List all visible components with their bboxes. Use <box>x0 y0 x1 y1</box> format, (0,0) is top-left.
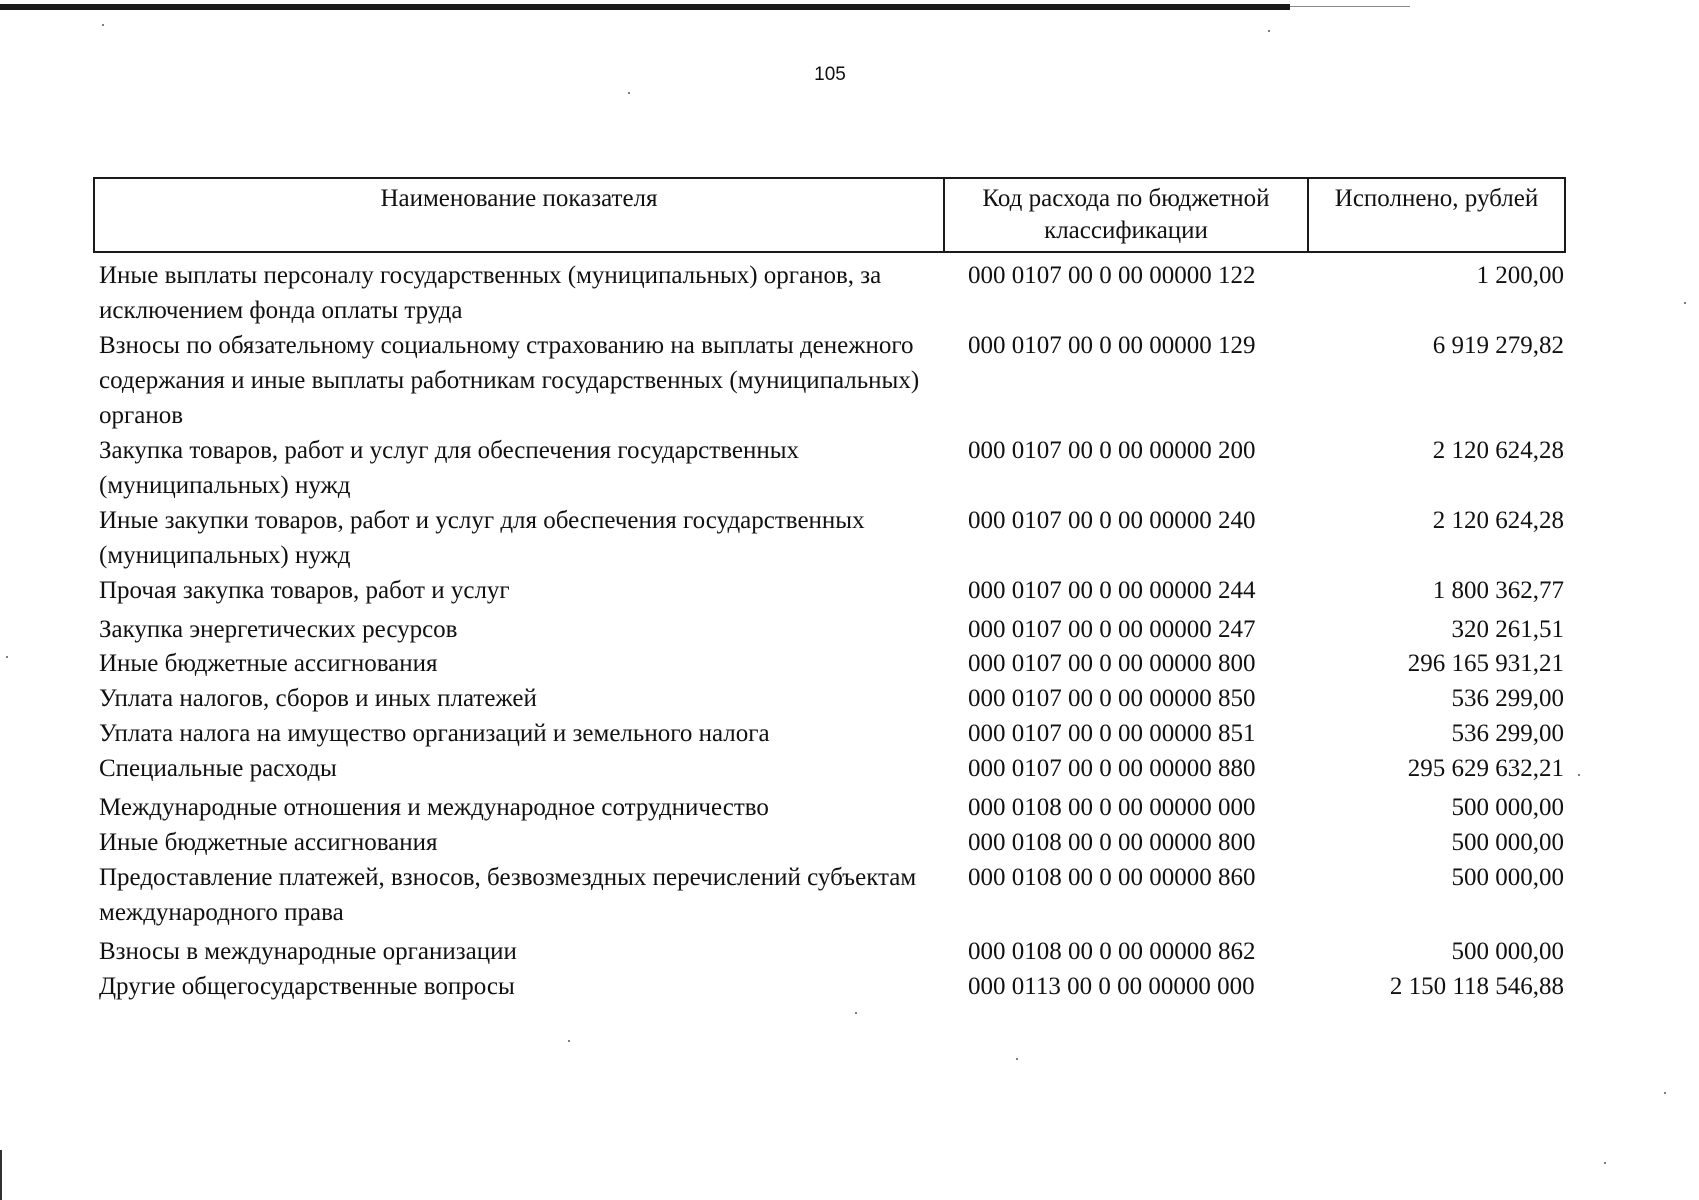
row-name: Уплата налогов, сборов и иных платежей <box>99 685 537 712</box>
row-name: Уплата налога на имущество организаций и земельного налога <box>99 720 770 747</box>
row-name: Иные бюджетные ассигнования <box>99 829 438 856</box>
row-code: 000 0107 00 0 00 00000 240 <box>968 507 1256 534</box>
row-amount: 500 000,00 <box>1451 864 1564 891</box>
row-amount: 295 629 632,21 <box>1407 755 1564 782</box>
row-code: 000 0107 00 0 00 00000 200 <box>968 437 1256 464</box>
row-code: 000 0108 00 0 00 00000 860 <box>968 864 1256 891</box>
row-amount: 2 150 118 546,88 <box>1389 973 1564 1000</box>
row-amount: 500 000,00 <box>1451 829 1564 856</box>
row-code: 000 0107 00 0 00 00000 880 <box>968 755 1256 782</box>
row-code: 000 0107 00 0 00 00000 122 <box>968 262 1256 289</box>
row-name: Прочая закупка товаров, работ и услуг <box>99 577 510 604</box>
row-amount: 536 299,00 <box>1451 720 1564 747</box>
row-amount: 1 200,00 <box>1476 262 1564 289</box>
row-code: 000 0107 00 0 00 00000 800 <box>968 650 1256 677</box>
header-amount: Исполнено, рублей <box>1334 185 1539 212</box>
row-amount: 2 120 624,28 <box>1432 507 1564 534</box>
row-amount: 6 919 279,82 <box>1432 332 1564 359</box>
row-code: 000 0108 00 0 00 00000 862 <box>968 938 1256 965</box>
header-code: Код расхода по бюджетной классификации <box>945 179 1309 251</box>
row-name: Иные бюджетные ассигнования <box>99 650 438 677</box>
row-code: 000 0107 00 0 00 00000 247 <box>968 616 1256 643</box>
row-code: 000 0107 00 0 00 00000 129 <box>968 332 1256 359</box>
row-code: 000 0107 00 0 00 00000 244 <box>968 577 1256 604</box>
row-code: 000 0108 00 0 00 00000 000 <box>968 794 1256 821</box>
row-name: Закупка энергетических ресурсов <box>99 616 458 643</box>
row-name: Взносы в международные организации <box>99 938 517 965</box>
row-amount: 296 165 931,21 <box>1407 650 1564 677</box>
row-name: Другие общегосударственные вопросы <box>99 973 515 1000</box>
row-name: Международные отношения и международное сотрудничество <box>99 794 769 821</box>
row-amount: 500 000,00 <box>1451 794 1564 821</box>
row-amount: 1 800 362,77 <box>1432 577 1564 604</box>
row-name: Иные выплаты персоналу государственных (муниципальных) органов, за исключением фонда оплаты труда <box>99 262 882 324</box>
row-name: Иные закупки товаров, работ и услуг для обеспечения государственных (муниципальных) нужд <box>99 507 865 569</box>
row-amount: 500 000,00 <box>1451 938 1564 965</box>
row-amount: 536 299,00 <box>1451 685 1564 712</box>
header-name: Наименование показателя <box>95 179 945 251</box>
row-name: Взносы по обязательному социальному страхованию на выплаты денежного содержания и иные выплаты работникам государственных (муниципальных) органов <box>99 332 920 429</box>
row-name: Закупка товаров, работ и услуг для обеспечения государственных (муниципальных) нужд <box>99 437 800 499</box>
row-code: 000 0107 00 0 00 00000 850 <box>968 685 1256 712</box>
row-amount: 320 261,51 <box>1451 616 1564 643</box>
row-code: 000 0113 00 0 00 00000 000 <box>968 973 1255 1000</box>
row-amount: 2 120 624,28 <box>1432 437 1564 464</box>
row-code: 000 0107 00 0 00 00000 851 <box>968 720 1256 747</box>
row-name: Специальные расходы <box>99 755 337 782</box>
row-code: 000 0108 00 0 00 00000 800 <box>968 829 1256 856</box>
row-name: Предоставление платежей, взносов, безвозмездных перечислений субъектам международного права <box>99 864 917 926</box>
page-number: 105 <box>814 64 846 85</box>
